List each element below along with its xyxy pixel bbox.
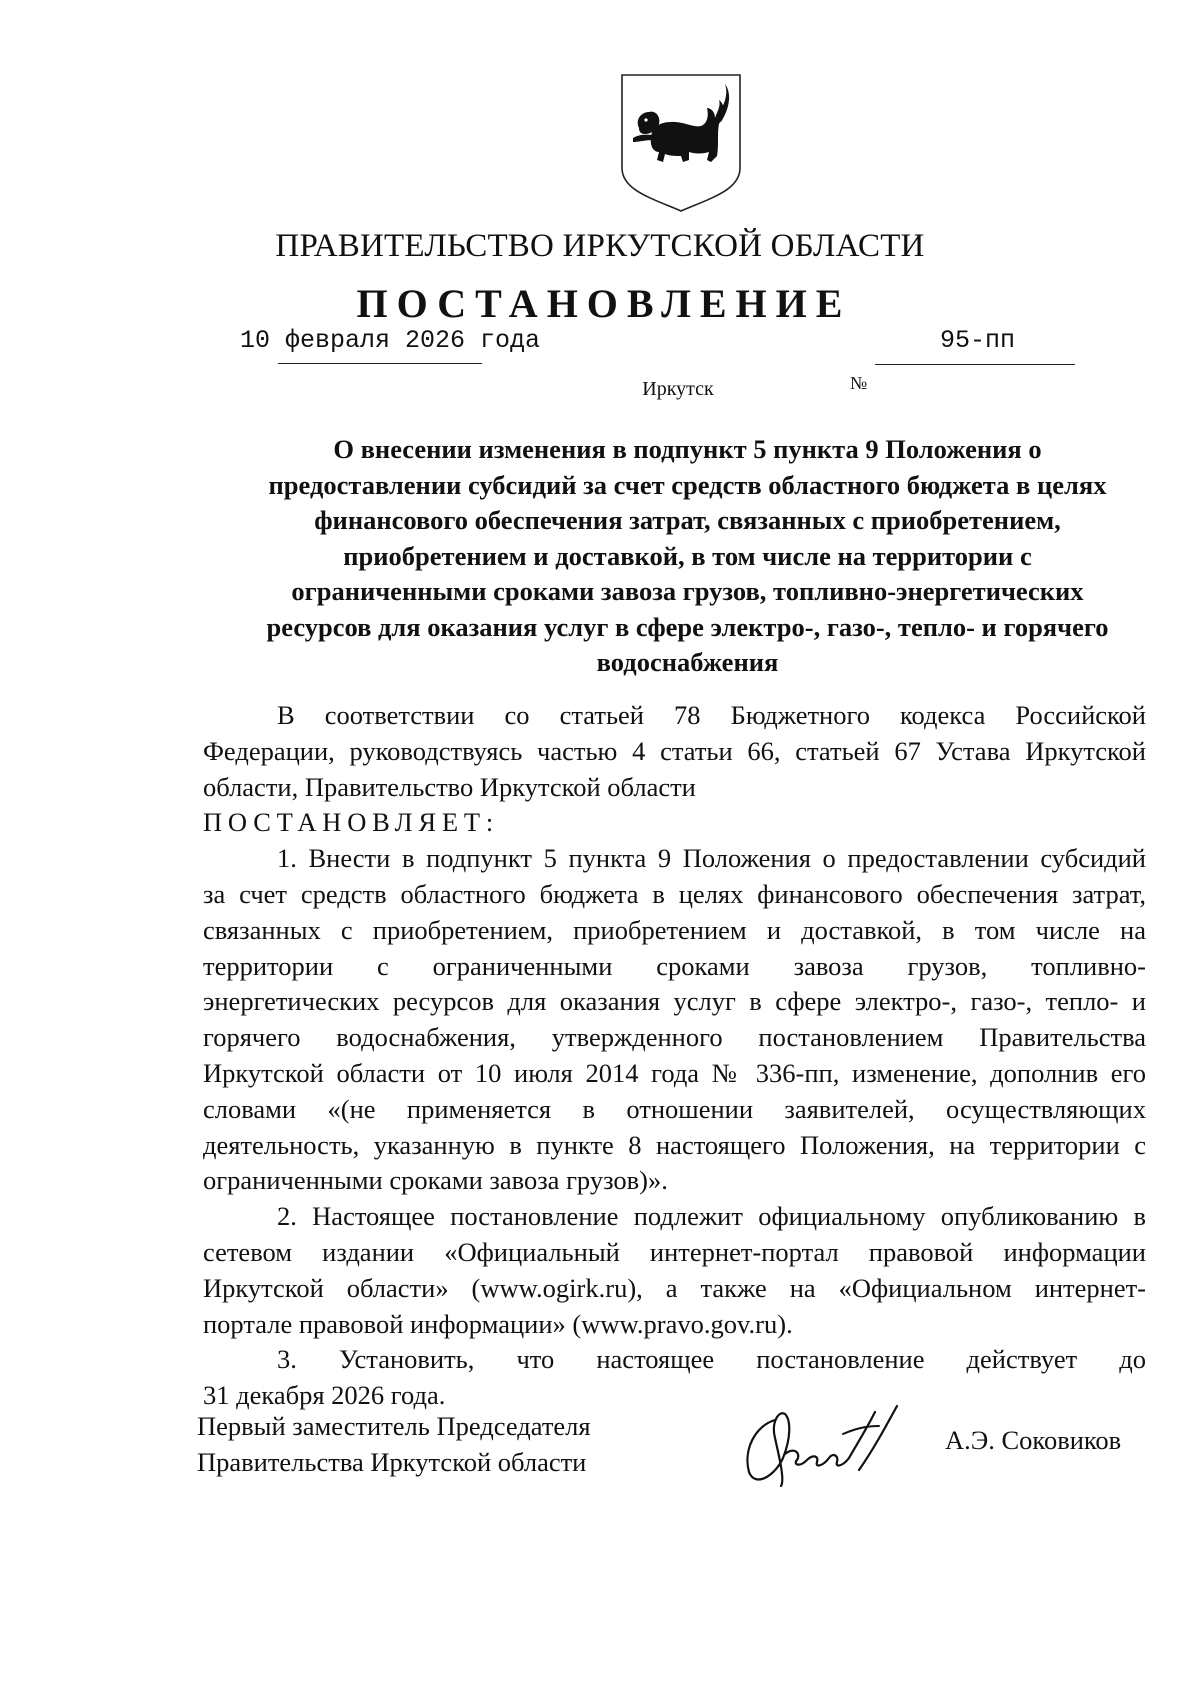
body-line: Иркутской области от 10 июля 2014 года № 336-пп, изменение, дополнив его: [203, 1057, 1146, 1088]
number-underline: [875, 364, 1075, 365]
body-line: горячего водоснабжения, утвержденного постановлением Правительства: [203, 1022, 1146, 1053]
signatory-title-line: Правительства Иркутской области: [197, 1447, 587, 1477]
heading-line: О внесении изменения в подпункт 5 пункта 9 Положения о: [333, 434, 1042, 464]
body-line: территории с ограниченными сроками завоза грузов, топливно-: [203, 950, 1146, 981]
body-line: словами «(не применяется в отношении заявителей, осуществляющих: [203, 1093, 1146, 1124]
body-line: сетевом издании «Официальный интернет-портал правовой информации: [203, 1236, 1146, 1267]
body-line: 2. Настоящее постановление подлежит официальному опубликованию в: [277, 1201, 1146, 1232]
body-line: В соответствии со статьей 78 Бюджетного кодекса Российской: [277, 700, 1146, 730]
government-title: ПРАВИТЕЛЬСТВО ИРКУТСКОЙ ОБЛАСТИ: [275, 228, 925, 264]
date-underline: [278, 363, 482, 364]
resolves-keyword: ПОСТАНОВЛЯЕТ:: [203, 807, 500, 838]
body-line: 31 декабря 2026 года.: [203, 1380, 446, 1411]
body-line: 3. Установить, что настоящее постановление действует до: [277, 1344, 1146, 1375]
document-number: 95-пп: [940, 326, 1016, 355]
document-body: [203, 698, 1146, 1414]
heading-line: приобретением и доставкой, в том числе на территории с: [343, 540, 1032, 571]
heading-line: водоснабжения: [596, 647, 779, 677]
body-line: энергетических ресурсов для оказания услуг в сфере электро-, газо-, тепло- и: [203, 986, 1146, 1017]
document-heading: [205, 432, 1170, 681]
handwritten-signature-icon: [735, 1398, 915, 1490]
heading-line: предоставлении субсидий за счет средств областного бюджета в целях: [268, 469, 1107, 500]
document-date: 10 февраля 2026 года: [240, 326, 541, 355]
body-line: связанных с приобретением, приобретением и доставкой, в том числе на: [203, 914, 1146, 945]
signatory-name: А.Э. Соковиков: [945, 1425, 1122, 1455]
coat-of-arms-icon: [619, 72, 743, 213]
document-type: ПОСТАНОВЛЕНИЕ: [356, 281, 852, 326]
signatory-title: [197, 1408, 591, 1480]
signatory-title-line: Первый заместитель Председателя: [197, 1411, 591, 1441]
heading-line: ресурсов для оказания услуг в сфере электро-, газо-, тепло- и горячего: [266, 611, 1109, 642]
body-line: за счет средств областного бюджета в целях финансового обеспечения затрат,: [203, 878, 1146, 909]
heading-line: финансового обеспечения затрат, связанных с приобретением,: [314, 505, 1061, 535]
body-line: области, Правительство Иркутской области: [203, 771, 696, 802]
body-line: 1. Внести в подпункт 5 пункта 9 Положения о предоставлении субсидий: [277, 843, 1146, 874]
number-sign: №: [850, 373, 868, 393]
body-line: Федерации, руководствуясь частью 4 статьи 66, статьей 67 Устава Иркутской: [203, 735, 1146, 766]
body-line: ограниченными сроками завоза грузов)».: [203, 1165, 668, 1196]
body-line: портале правовой информации» (www.pravo.gov.ru).: [203, 1308, 793, 1339]
heading-line: ограниченными сроками завоза грузов, топливно-энергетических: [291, 576, 1084, 606]
body-line: Иркутской области» (www.ogirk.ru), а также на «Официальном интернет-: [203, 1272, 1146, 1303]
body-line: деятельность, указанную в пункте 8 настоящего Положения, на территории с: [203, 1129, 1146, 1160]
document-city: Иркутск: [642, 378, 714, 400]
